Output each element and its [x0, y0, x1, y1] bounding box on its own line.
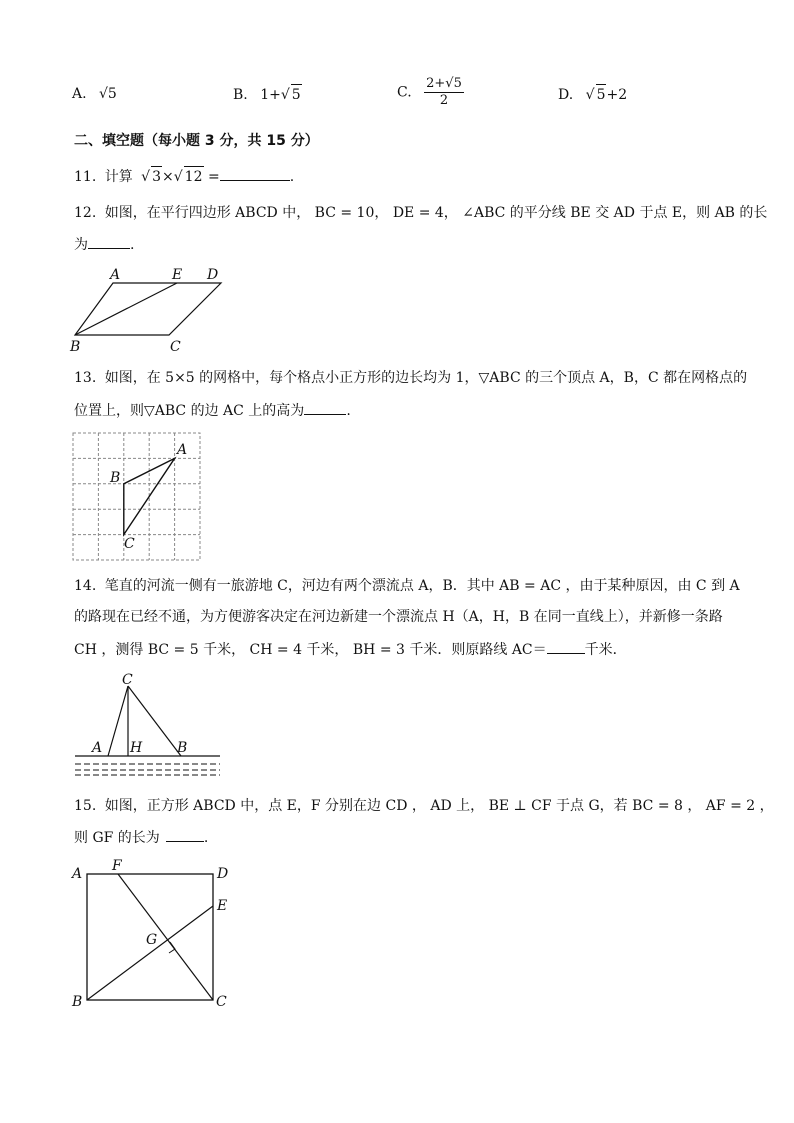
label-f: F	[112, 858, 122, 874]
q11-root-b: 12	[184, 166, 204, 187]
question-13-line2	[74, 400, 351, 421]
segment-cf	[118, 874, 213, 1000]
label-e: E	[172, 267, 183, 283]
label-d: D	[217, 866, 229, 882]
q12-answer-blank[interactable]	[88, 234, 130, 249]
option-c-denominator: 2	[439, 93, 449, 108]
sqrt-symbol: √	[173, 169, 183, 185]
q14-text: 笔直的河流一侧有一旅游地 C，河边有两个漂流点 A，B．其中 AB = AC ，由于某种原因，由 C 到 A	[104, 578, 740, 594]
option-d-root: 5	[596, 84, 607, 105]
label-b: B	[72, 994, 83, 1010]
label-b: B	[177, 740, 188, 756]
q13-number: 13.	[74, 370, 97, 386]
question-14-line1	[74, 576, 740, 596]
label-b: B	[110, 470, 121, 486]
option-a	[72, 84, 117, 104]
q15-text: 如图，正方形 ABCD 中，点 E，F 分别在边 CD ， AD 上， BE ⊥ CF 于点 G，若 BC = 8 ， AF = 2 ，	[104, 798, 774, 814]
q11-root-a: 3	[151, 166, 162, 187]
option-c-fraction	[424, 76, 464, 109]
sqrt-symbol-d: √	[585, 87, 595, 103]
q14-answer-blank[interactable]	[547, 639, 585, 654]
option-c	[397, 76, 464, 109]
option-d-label: D.	[558, 87, 574, 103]
q13-answer-blank[interactable]	[304, 400, 346, 415]
q12-number: 12.	[74, 205, 97, 221]
bisector-be	[75, 283, 177, 335]
option-b-label: B.	[233, 87, 248, 103]
q14-line3-suffix: 千米．	[584, 642, 627, 658]
q11-end: .	[289, 169, 295, 185]
q13-text: 如图，在 5×5 的网格中，每个格点小正方形的边长均为 1，▽ABC 的三个顶点 A，B，C 都在网格点的	[104, 370, 748, 386]
question-12-line1	[74, 203, 767, 223]
q15-end: .	[203, 830, 209, 846]
option-a-label: A.	[72, 86, 87, 102]
label-c: C	[124, 536, 135, 552]
label-g: G	[146, 932, 158, 948]
label-d: D	[207, 267, 219, 283]
question-12-line2	[74, 234, 134, 255]
q15-number: 15.	[74, 798, 97, 814]
option-c-numerator: 2+√5	[426, 76, 462, 91]
option-c-label: C.	[397, 84, 412, 101]
option-b	[233, 84, 302, 105]
q14-river-figure	[70, 672, 225, 782]
q12-end: .	[130, 237, 135, 253]
q13-end: .	[346, 403, 351, 419]
question-11	[74, 166, 294, 187]
question-14-line3	[74, 639, 627, 660]
q13-grid-figure	[70, 430, 205, 563]
q15-square-figure	[66, 856, 238, 1011]
sqrt-symbol: √	[141, 169, 151, 185]
option-d	[558, 84, 627, 105]
label-a: A	[110, 267, 121, 283]
q14-number: 14.	[74, 578, 97, 594]
q11-answer-blank[interactable]	[220, 166, 290, 181]
q12-parallelogram-figure	[60, 262, 240, 357]
option-b-root: 5	[291, 84, 302, 105]
q12-text: 如图，在平行四边形 ABCD 中， BC = 10， DE = 4， ∠ABC 的平分线 BE 交 AD 于点 E，则 AB 的长	[104, 205, 768, 221]
label-b: B	[70, 339, 81, 355]
q11-equals: =	[207, 169, 220, 185]
label-a: A	[177, 442, 188, 458]
q14-line3-prefix: CH ，测得 BC = 5 千米， CH = 4 千米， BH = 3 千米．则原路线 AC＝	[74, 642, 547, 658]
question-15-line2	[74, 827, 208, 848]
q11-prefix: 计算	[104, 169, 133, 185]
option-d-suffix: +2	[606, 87, 628, 103]
q15-answer-blank[interactable]	[166, 827, 204, 842]
q11-number: 11.	[74, 169, 97, 185]
q14-text-2: 的路现在已经不通，为方便游客决定在河边新建一个漂流点 H（A，H，B 在同一直线上），并新修一条路	[74, 609, 723, 625]
label-c: C	[122, 672, 133, 688]
q13-line2-prefix: 位置上，则▽ABC 的边 AC 上的高为	[74, 403, 305, 419]
label-a: A	[72, 866, 83, 882]
label-h: H	[130, 740, 143, 756]
q11-times: ×	[162, 169, 174, 185]
segment-ca	[108, 686, 128, 756]
q15-line2-prefix: 则 GF 的长为	[74, 830, 160, 846]
label-c: C	[216, 994, 227, 1010]
section-title: 二、填空题（每小题 3 分，共 15 分）	[74, 133, 319, 149]
sqrt-symbol-b: √	[280, 87, 290, 103]
question-13-line1	[74, 368, 747, 388]
q12-line2-prefix: 为	[74, 237, 88, 253]
option-b-prefix: 1+	[260, 87, 281, 103]
label-c: C	[170, 339, 181, 355]
question-14-line2	[74, 607, 723, 627]
option-a-value: √5	[99, 86, 117, 102]
parallelogram-abcd	[75, 283, 221, 335]
label-a: A	[92, 740, 103, 756]
question-15-line1	[74, 796, 774, 816]
segment-be	[87, 906, 213, 1000]
label-e: E	[217, 898, 228, 914]
